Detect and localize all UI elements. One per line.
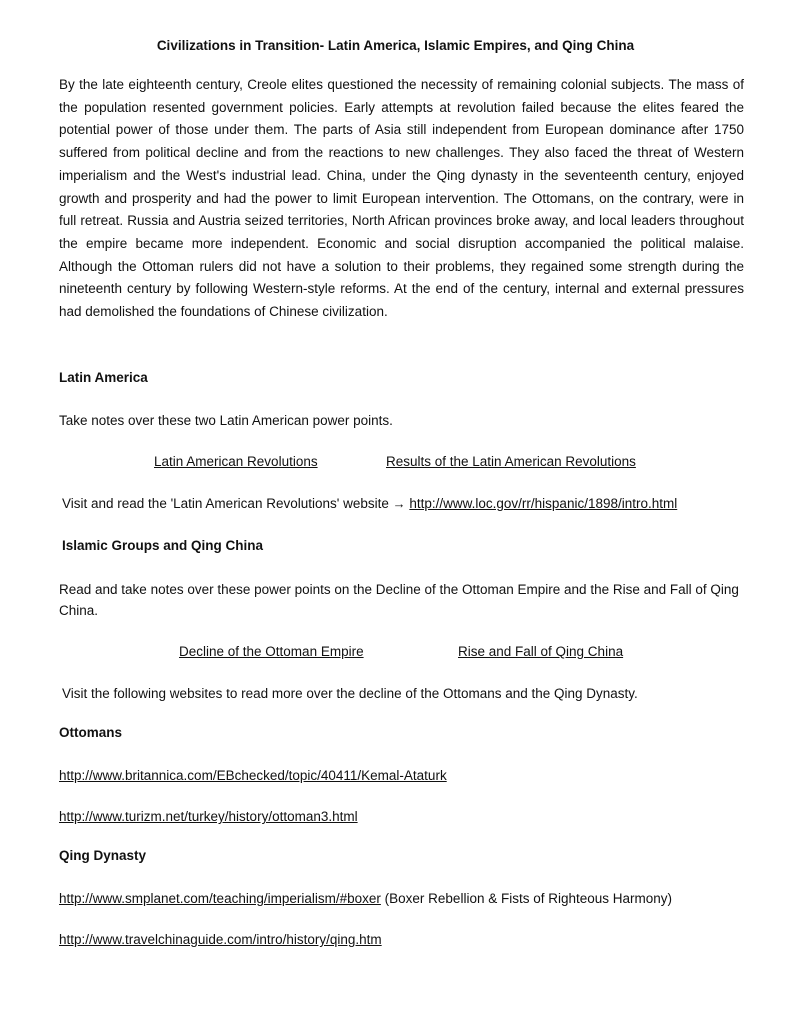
latin-america-visit-text: Visit and read the 'Latin American Revolutions' website [62, 496, 389, 511]
latin-american-revolutions-link[interactable]: Latin American Revolutions [154, 454, 318, 469]
ottomans-heading: Ottomans [59, 725, 123, 740]
travelchinaguide-link[interactable]: http://www.travelchinaguide.com/intro/history/qing.htm [59, 932, 382, 947]
ottomans-url1-line [59, 765, 749, 786]
latin-america-instruction: Take notes over these two Latin American power points. [59, 413, 393, 428]
decline-ottoman-empire-link[interactable]: Decline of the Ottoman Empire [179, 644, 364, 659]
page-title: Civilizations in Transition- Latin America, Islamic Empires, and Qing China [156, 38, 635, 53]
rise-fall-qing-china-link[interactable]: Rise and Fall of Qing China [458, 644, 624, 659]
latin-america-visit-line [62, 493, 762, 514]
qing-dynasty-heading: Qing Dynasty [59, 848, 147, 863]
loc-gov-link[interactable]: http://www.loc.gov/rr/hispanic/1898/intro.html [409, 496, 678, 511]
islamic-instruction: Read and take notes over these power points on the Decline of the Ottoman Empire and the Rise and Fall of Qing China. [59, 582, 739, 618]
arrow-right-icon: → [392, 496, 406, 511]
latin-america-heading: Latin America [59, 370, 148, 385]
intro-paragraph: By the late eighteenth century, Creole elites questioned the necessity of remaining colonial subjects. The mass of the population resented government policies. Early attempts at revolution failed because the elites feared the potential power of those under them. The parts of Asia still independent from European dominance after 1750 suffered from political decline and from the reactions to new challenges. They also faced the threat of Western imperialism and the West's industrial lead. China, under the Qing dynasty in the seventeenth century, enjoyed growth and prosperity and had the power to limit European intervention. The Ottomans, on the contrary, were in full retreat. Russia and Austria seized territories, North African provinces broke away, and local leaders throughout the empire became more independent. Economic and social disruption accompanied the political malaise. Although the Ottoman rulers did not have a solution to their problems, they regained some strength during the nineteenth century by following Western-style reforms. At the end of the century, internal and external pressures had demolished the foundations of Chinese civilization. [59, 77, 744, 320]
smplanet-link[interactable]: http://www.smplanet.com/teaching/imperialism/#boxer [59, 891, 381, 906]
ottomans-url2-line [59, 806, 749, 827]
results-latin-american-revolutions-link[interactable]: Results of the Latin American Revolutions [386, 454, 636, 469]
britannica-link[interactable]: http://www.britannica.com/EBchecked/topic/40411/Kemal-Ataturk [59, 768, 447, 783]
qing-url2-line [59, 929, 749, 950]
turizm-link[interactable]: http://www.turizm.net/turkey/history/ottoman3.html [59, 809, 358, 824]
islamic-groups-heading: Islamic Groups and Qing China [62, 538, 264, 553]
boxer-rebellion-note: (Boxer Rebellion & Fists of Righteous Harmony) [384, 891, 673, 906]
islamic-visit-text: Visit the following websites to read more over the decline of the Ottomans and the Qing Dynasty. [62, 686, 638, 701]
qing-url1-line [59, 888, 749, 909]
